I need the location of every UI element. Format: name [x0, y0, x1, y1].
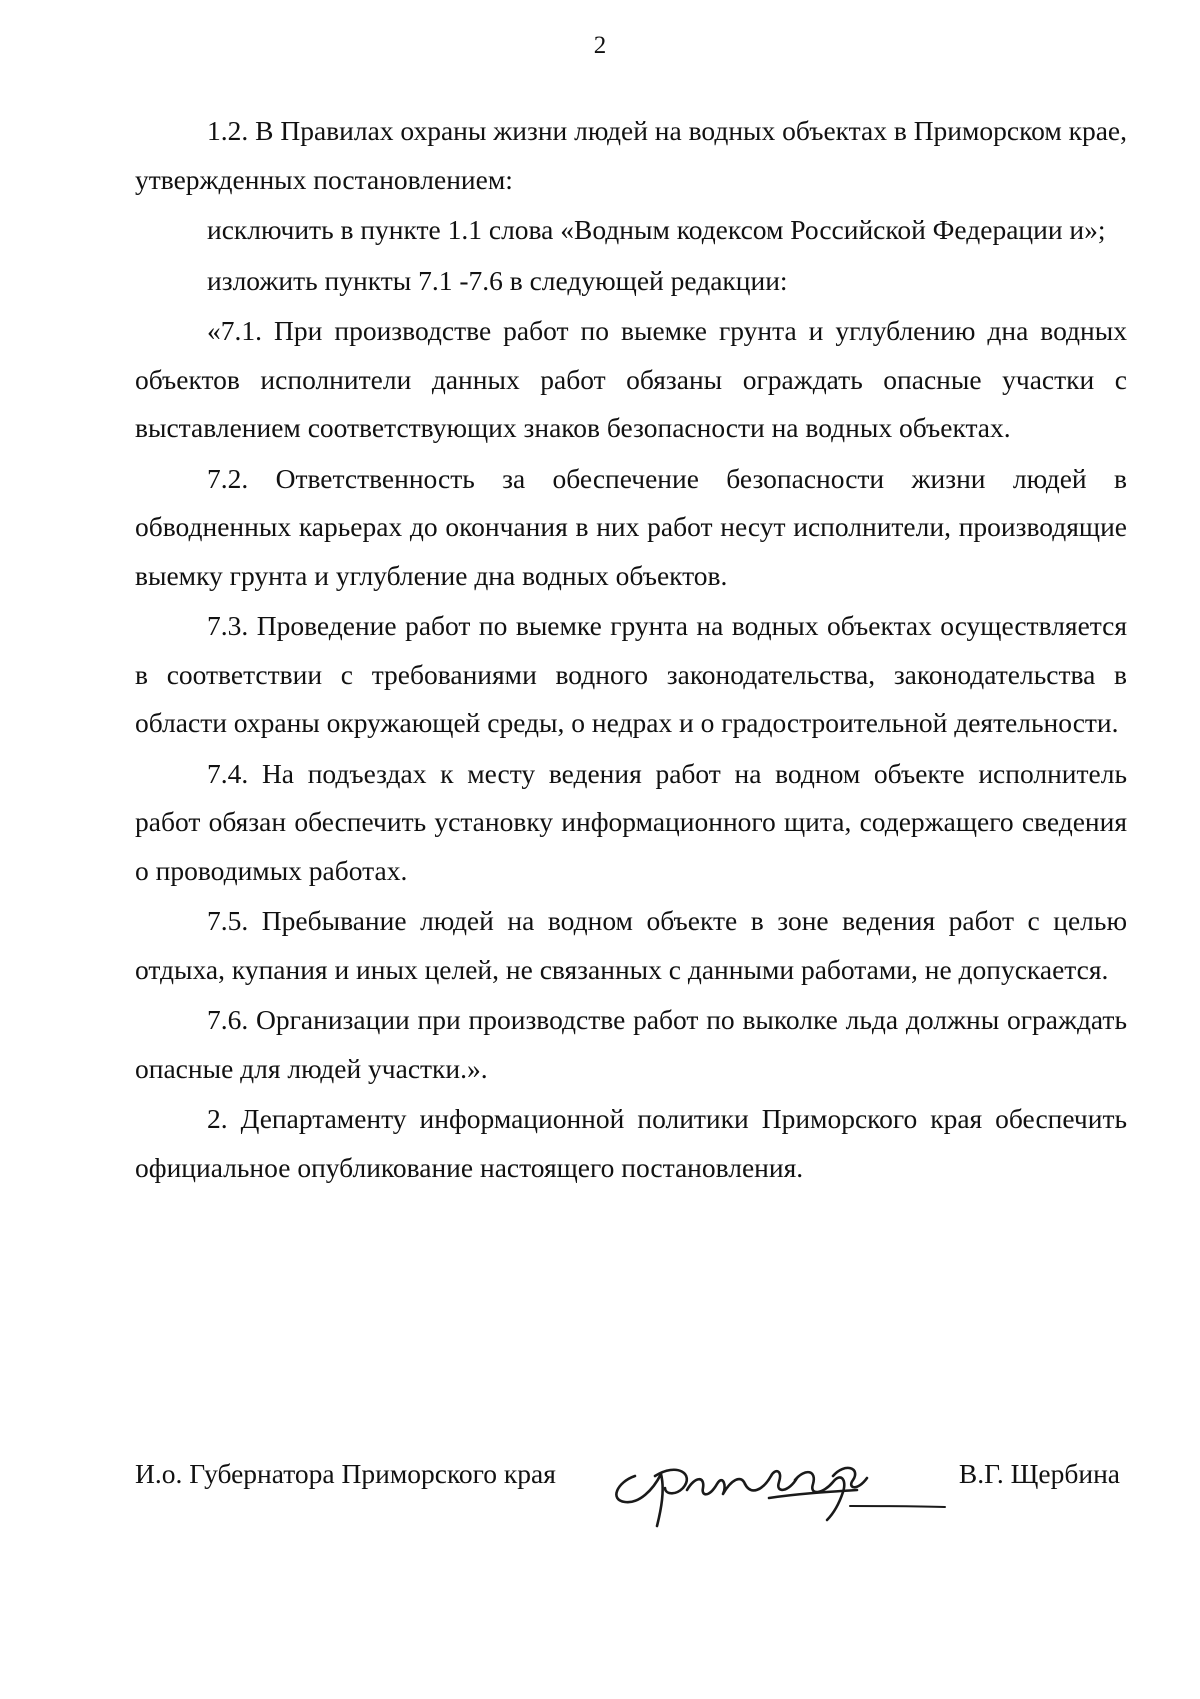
paragraph-restate-clauses: изложить пункты 7.1 -7.6 в следующей редакции:: [207, 264, 788, 296]
page-number: 2: [593, 32, 607, 59]
signature-block: [135, 1440, 1120, 1550]
paragraph-7-1: «7.1. При производстве работ по выемке грунта и углублению дна водных объектов исполнители данных работ обязаны ограждать опасные участки с выставлением соответствующих знаков безопасности на водных объектах.: [135, 315, 1127, 443]
paragraph-1-2-intro: 1.2. В Правилах охраны жизни людей на водных объектах в Приморском крае, утвержденных постановлением:: [135, 115, 1127, 195]
signatory-position: И.о. Губернатора Приморского края: [135, 1458, 556, 1489]
handwritten-signature: [595, 1440, 955, 1540]
paragraph-exclude-clause: исключить в пункте 1.1 слова «Водным кодексом Российской Федерации и»;: [207, 214, 1106, 245]
paragraph-7-6: 7.6. Организации при производстве работ по выколке льда должны ограждать опасные для людей участки.».: [135, 1004, 1127, 1084]
paragraph-7-5: 7.5. Пребывание людей на водном объекте в зоне ведения работ с целью отдыха, купания и иных целей, не связанных с данными работами, не допускается.: [135, 905, 1127, 985]
paragraph-2-publication: 2. Департаменту информационной политики Приморского края обеспечить официальное опубликование настоящего постановления.: [135, 1103, 1127, 1183]
document-body: [135, 107, 1127, 1192]
paragraph-7-4: 7.4. На подъездах к месту ведения работ на водном объекте исполнитель работ обязан обеспечить установку информационного щита, содержащего сведения о проводимых работах.: [135, 757, 1127, 886]
paragraph-7-3: 7.3. Проведение работ по выемке грунта на водных объектах осуществляется в соответствии с требованиями водного законодательства, законодательства в области охраны окружающей среды, о недрах и о градостроительной деятельности.: [135, 610, 1127, 738]
signatory-name: В.Г. Щербина: [958, 1458, 1120, 1489]
paragraph-7-2: 7.2. Ответственность за обеспечение безопасности жизни людей в обводненных карьерах до окончания в них работ несут исполнители, производящие выемку грунта и углубление дна водных объектов.: [135, 462, 1127, 591]
